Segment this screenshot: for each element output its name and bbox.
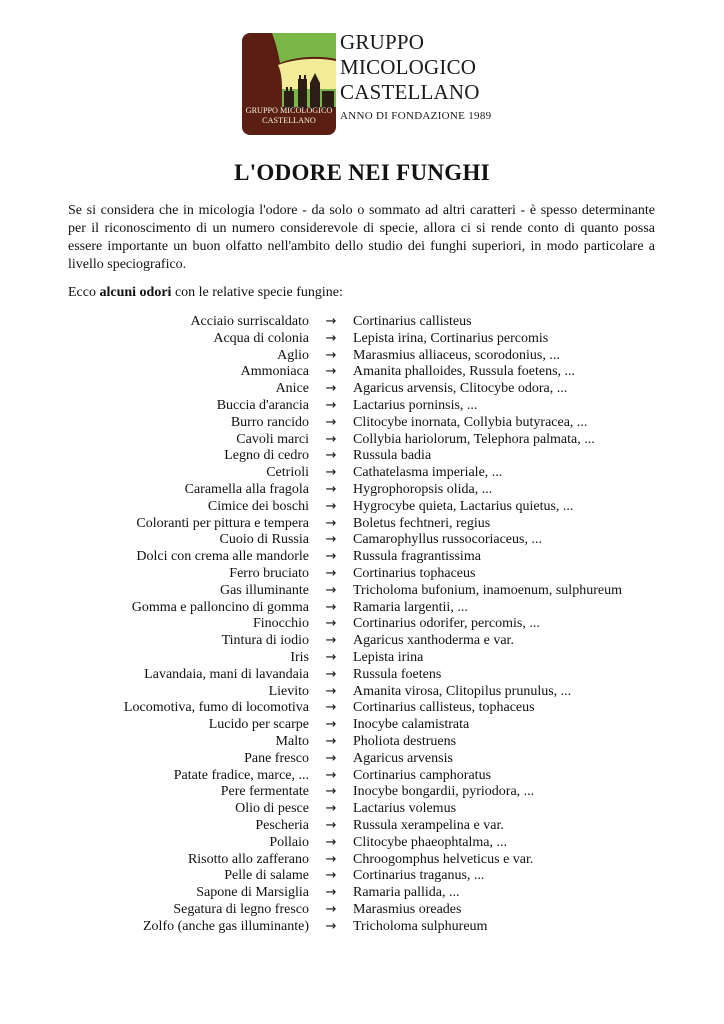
species-list: Tricholoma bufonium, inamoenum, sulphureum [353, 582, 622, 598]
species-list: Ramaria pallida, ... [353, 885, 460, 901]
odor-row [0, 381, 724, 398]
odor-row [0, 415, 724, 432]
arrow-icon: → [325, 330, 337, 346]
odor-row [0, 784, 724, 801]
lead-bold: alcuni odori [99, 285, 172, 300]
species-list: Clitocybe phaeophtalma, ... [353, 834, 507, 850]
odor-row [0, 499, 724, 516]
odor-name: Pollaio [269, 834, 309, 850]
odor-name: Cetrioli [266, 465, 309, 481]
odor-row [0, 801, 724, 818]
odor-name: Anice [275, 381, 309, 397]
arrow-icon: → [325, 851, 337, 867]
arrow-icon: → [325, 549, 337, 565]
odor-name: Legno di cedro [224, 448, 309, 464]
logo-name-line1: GRUPPO [340, 30, 425, 54]
odor-row [0, 751, 724, 768]
odor-row [0, 633, 724, 650]
arrow-icon: → [325, 733, 337, 749]
logo-badge-line1: GRUPPO MICOLOGICO [245, 106, 333, 115]
arrow-icon: → [325, 834, 337, 850]
species-list: Russula fragrantissima [353, 549, 481, 565]
arrow-icon: → [325, 347, 337, 363]
odor-row [0, 650, 724, 667]
logo-name-line3: CASTELLANO [340, 80, 480, 104]
arrow-icon: → [325, 364, 337, 380]
odor-name: Lavandaia, mani di lavandaia [144, 666, 309, 682]
odor-name: Iris [290, 649, 309, 665]
species-list: Amanita virosa, Clitopilus prunulus, ... [353, 683, 572, 699]
odor-row [0, 835, 724, 852]
species-list: Clitocybe inornata, Collybia butyracea, ... [353, 414, 588, 430]
lead-after: con le relative specie fungine: [171, 285, 343, 300]
odor-name: Lievito [268, 683, 309, 699]
odor-row [0, 482, 724, 499]
odor-row [0, 885, 724, 902]
odor-name: Pere fermentate [220, 784, 309, 800]
arrow-icon: → [325, 314, 337, 329]
arrow-icon: → [325, 767, 337, 783]
odor-row [0, 734, 724, 751]
odor-name: Aglio [277, 347, 309, 363]
arrow-icon: → [325, 381, 337, 397]
odor-name: Caramella alla fragola [184, 481, 309, 497]
odor-row [0, 331, 724, 348]
arrow-icon: → [325, 683, 337, 699]
odor-row [0, 700, 724, 717]
species-list: Tricholoma sulphureum [353, 918, 488, 934]
logo-name-line2: MICOLOGICO [340, 55, 477, 79]
logo-badge-text [242, 106, 336, 126]
species-list: Cathatelasma imperiale, ... [353, 465, 503, 481]
odor-name: Burro rancido [230, 414, 309, 430]
species-list: Amanita phalloides, Russula foetens, ... [353, 364, 576, 380]
arrow-icon: → [325, 565, 337, 581]
arrow-icon: → [325, 582, 337, 598]
odor-row [0, 852, 724, 869]
odor-row [0, 398, 724, 415]
arrow-icon: → [325, 700, 337, 716]
arrow-icon: → [325, 465, 337, 481]
species-list: Lactarius volemus [353, 801, 457, 817]
species-list: Russula foetens [353, 666, 442, 682]
odor-row [0, 684, 724, 701]
odor-name: Patate fradice, marce, ... [173, 767, 309, 783]
odor-row [0, 516, 724, 533]
intro-paragraph: Se si considera che in micologia l'odore - da solo o sommato ad altri caratteri - è spesso determinante per il riconoscimento di un numero considerevole di specie, allora ci si rende conto di quanto possa essere importante un buon olfatto nell'ambito dello studio dei funghi superiori, in modo particolare a livello speciografico. [68, 203, 655, 272]
species-list: Cortinarius callisteus [353, 314, 472, 329]
odor-name: Cavoli marci [236, 431, 309, 447]
odor-row [0, 667, 724, 684]
species-list: Lepista irina [353, 649, 424, 665]
odor-name: Segatura di legno fresco [173, 901, 309, 917]
species-list: Cortinarius callisteus, tophaceus [353, 700, 535, 716]
arrow-icon: → [325, 717, 337, 733]
species-list: Inocybe calamistrata [353, 717, 470, 733]
lead-before: Ecco [68, 285, 100, 300]
odor-list [0, 314, 724, 935]
species-list: Pholiota destruens [353, 733, 457, 749]
arrow-icon: → [325, 498, 337, 514]
arrow-icon: → [325, 431, 337, 447]
odor-name: Cuoio di Russia [219, 532, 309, 548]
odor-name: Buccia d'arancia [216, 397, 309, 413]
odor-row [0, 919, 724, 936]
odor-name: Finocchio [253, 616, 309, 632]
arrow-icon: → [325, 817, 337, 833]
odor-row [0, 600, 724, 617]
logo [242, 30, 492, 140]
arrow-icon: → [325, 599, 337, 615]
arrow-icon: → [325, 481, 337, 497]
odor-name: Malto [275, 733, 309, 749]
odor-row [0, 348, 724, 365]
species-list: Chroogomphus helveticus e var. [353, 851, 534, 867]
arrow-icon: → [325, 633, 337, 649]
odor-name: Ferro bruciato [229, 565, 309, 581]
odor-name: Pane fresco [244, 750, 309, 766]
odor-name: Cimice dei boschi [207, 498, 309, 514]
odor-row [0, 717, 724, 734]
species-list: Cortinarius traganus, ... [353, 868, 485, 884]
arrow-icon: → [325, 750, 337, 766]
species-list: Lepista irina, Cortinarius percomis [353, 330, 549, 346]
species-list: Collybia hariolorum, Telephora palmata, ... [353, 431, 595, 447]
species-list: Hygrophoropsis olida, ... [353, 481, 493, 497]
arrow-icon: → [325, 918, 337, 934]
odor-name: Lucido per scarpe [208, 717, 309, 733]
odor-name: Gas illuminante [219, 582, 309, 598]
species-list: Marasmius oreades [353, 901, 462, 917]
odor-name: Acqua di colonia [213, 330, 309, 346]
arrow-icon: → [325, 868, 337, 884]
species-list: Cortinarius camphoratus [353, 767, 492, 783]
arrow-icon: → [325, 616, 337, 632]
arrow-icon: → [325, 666, 337, 682]
species-list: Inocybe bongardii, pyriodora, ... [353, 784, 535, 800]
odor-row [0, 532, 724, 549]
logo-wordmark [340, 30, 491, 122]
species-list: Marasmius alliaceus, scorodonius, ... [353, 347, 560, 363]
odor-row [0, 768, 724, 785]
odor-row [0, 566, 724, 583]
odor-row [0, 314, 724, 331]
species-list: Boletus fechtneri, regius [353, 515, 491, 531]
odor-row [0, 549, 724, 566]
species-list: Hygrocybe quieta, Lactarius quietus, ... [353, 498, 574, 514]
odor-name: Coloranti per pittura e tempera [136, 515, 309, 531]
arrow-icon: → [325, 784, 337, 800]
species-list: Camarophyllus russocoriaceus, ... [353, 532, 542, 548]
arrow-icon: → [325, 649, 337, 665]
odor-name: Acciaio surriscaldato [190, 314, 309, 329]
odor-name: Olio di pesce [235, 801, 309, 817]
odor-row [0, 432, 724, 449]
odor-name: Sapone di Marsiglia [196, 885, 309, 901]
odor-name: Ammoniaca [240, 364, 309, 380]
species-list: Cortinarius odorifer, percomis, ... [353, 616, 540, 632]
odor-name: Zolfo (anche gas illuminante) [143, 918, 309, 934]
arrow-icon: → [325, 885, 337, 901]
odor-name: Pescheria [255, 817, 309, 833]
species-list: Lactarius porninsis, ... [353, 397, 478, 413]
odor-row [0, 583, 724, 600]
odor-name: Dolci con crema alle mandorle [136, 549, 309, 565]
odor-row [0, 616, 724, 633]
odor-name: Pelle di salame [224, 868, 309, 884]
arrow-icon: → [325, 515, 337, 531]
odor-name: Locomotiva, fumo di locomotiva [123, 700, 309, 716]
arrow-icon: → [325, 397, 337, 413]
odor-row [0, 448, 724, 465]
odor-row [0, 868, 724, 885]
lead-sentence [68, 285, 343, 301]
odor-name: Risotto allo zafferano [187, 851, 309, 867]
species-list: Russula xerampelina e var. [353, 817, 504, 833]
odor-row [0, 818, 724, 835]
odor-row [0, 465, 724, 482]
arrow-icon: → [325, 414, 337, 430]
odor-name: Gomma e palloncino di gomma [131, 599, 309, 615]
page-title: L'ODORE NEI FUNGHI [234, 160, 490, 185]
arrow-icon: → [325, 448, 337, 464]
species-list: Russula badia [353, 448, 432, 464]
species-list: Agaricus arvensis, Clitocybe odora, ... [353, 381, 568, 397]
odor-row [0, 364, 724, 381]
arrow-icon: → [325, 532, 337, 548]
odor-row [0, 902, 724, 919]
logo-badge-line2: CASTELLANO [262, 116, 316, 125]
odor-name: Tintura di iodio [221, 633, 309, 649]
arrow-icon: → [325, 901, 337, 917]
species-list: Cortinarius tophaceus [353, 565, 476, 581]
logo-tagline: ANNO DI FONDAZIONE 1989 [340, 110, 492, 122]
species-list: Ramaria largentii, ... [353, 599, 468, 615]
species-list: Agaricus arvensis [353, 750, 453, 766]
arrow-icon: → [325, 801, 337, 817]
species-list: Agaricus xanthoderma e var. [353, 633, 514, 649]
